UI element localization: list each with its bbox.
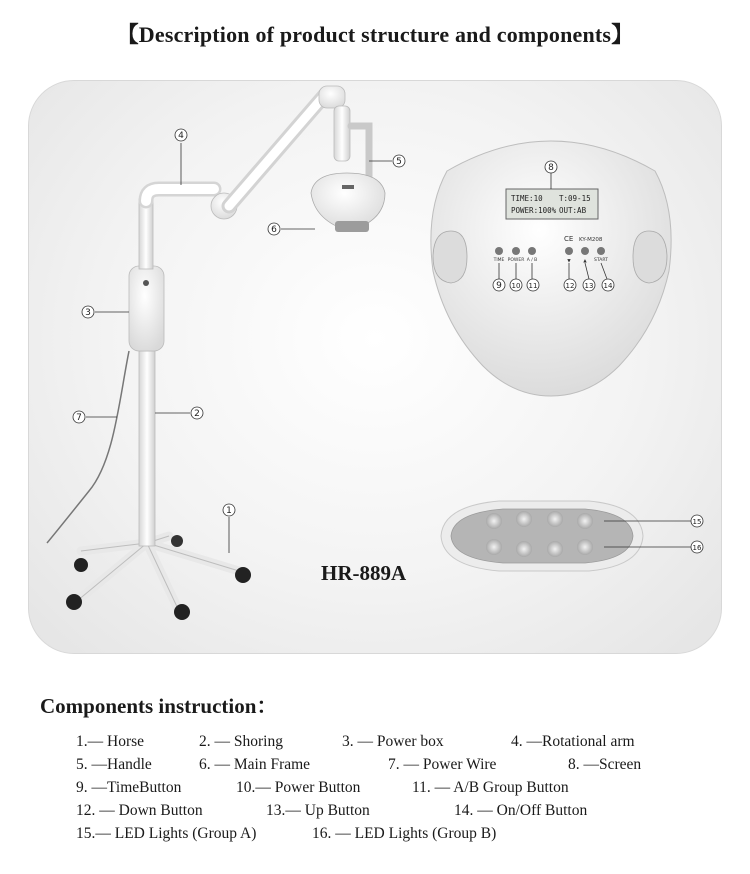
- list-item: 15.— LED Lights (Group A): [76, 825, 257, 842]
- callout-4: 4: [178, 131, 184, 141]
- callout-8: 8: [548, 163, 554, 173]
- list-item: 16. — LED Lights (Group B): [312, 825, 497, 842]
- list-item: 7. — Power Wire: [388, 756, 497, 773]
- led-face: [441, 501, 703, 571]
- callout-7: 7: [76, 413, 82, 423]
- list-item: 9. —TimeButton: [76, 779, 182, 796]
- list-item: 14. — On/Off Button: [454, 802, 588, 819]
- list-item: 5. —Handle: [76, 756, 152, 773]
- list-item: 13.— Up Button: [266, 802, 370, 819]
- list-item: 10.— Power Button: [236, 779, 361, 796]
- screen-timer: T:09-15: [559, 194, 591, 203]
- label-start: START: [594, 258, 608, 263]
- callout-3: 3: [85, 308, 91, 318]
- list-item: 1.— Horse: [76, 733, 145, 750]
- callout-9: 9: [496, 281, 502, 291]
- label-time: TIME: [493, 258, 505, 263]
- product-illustration-panel: [28, 80, 722, 654]
- list-item: 12. — Down Button: [76, 802, 203, 819]
- list-row: [76, 730, 736, 753]
- page-title: 【Description of product structure and components】: [116, 22, 634, 47]
- callout-5: 5: [396, 157, 402, 167]
- screen-power: POWER:100%: [511, 206, 557, 215]
- list-row: [76, 799, 736, 822]
- callout-13: 13: [584, 282, 594, 290]
- callout-14: 14: [603, 282, 613, 290]
- callout-10: 10: [511, 282, 521, 290]
- lamp-stand: [47, 86, 385, 620]
- list-item: 8. —Screen: [568, 756, 642, 773]
- model-name: HR-889A: [321, 561, 407, 585]
- list-item: 2. — Shoring: [199, 733, 283, 750]
- list-row: [76, 776, 736, 799]
- list-item: 6. — Main Frame: [199, 756, 311, 773]
- list-item: 11. — A/B Group Button: [412, 779, 569, 796]
- screen-time: TIME:10: [511, 194, 543, 203]
- callout-6: 6: [271, 225, 277, 235]
- label-ab: A / B: [526, 258, 538, 263]
- up-arrow-icon: ▲: [583, 259, 587, 264]
- components-instruction-title: Components instruction：: [40, 694, 278, 718]
- label-power: POWER: [507, 258, 525, 263]
- list-item: 3. — Power box: [342, 733, 444, 750]
- callout-11: 11: [528, 282, 538, 290]
- main-frame-front: [431, 141, 671, 396]
- down-arrow-icon: ▼: [567, 259, 571, 264]
- list-row: [76, 753, 736, 776]
- callout-1: 1: [226, 506, 232, 516]
- callout-16: 16: [692, 544, 702, 552]
- list-item: 4. —Rotational arm: [511, 733, 635, 750]
- ce-mark: CE: [564, 235, 574, 243]
- list-row: [76, 822, 736, 845]
- callout-12: 12: [565, 282, 575, 290]
- callout-15: 15: [692, 518, 702, 526]
- screen-output: OUT:AB: [559, 206, 587, 215]
- callout-2: 2: [194, 409, 200, 419]
- components-list: [76, 730, 736, 845]
- device-model: KY-M208: [579, 237, 603, 243]
